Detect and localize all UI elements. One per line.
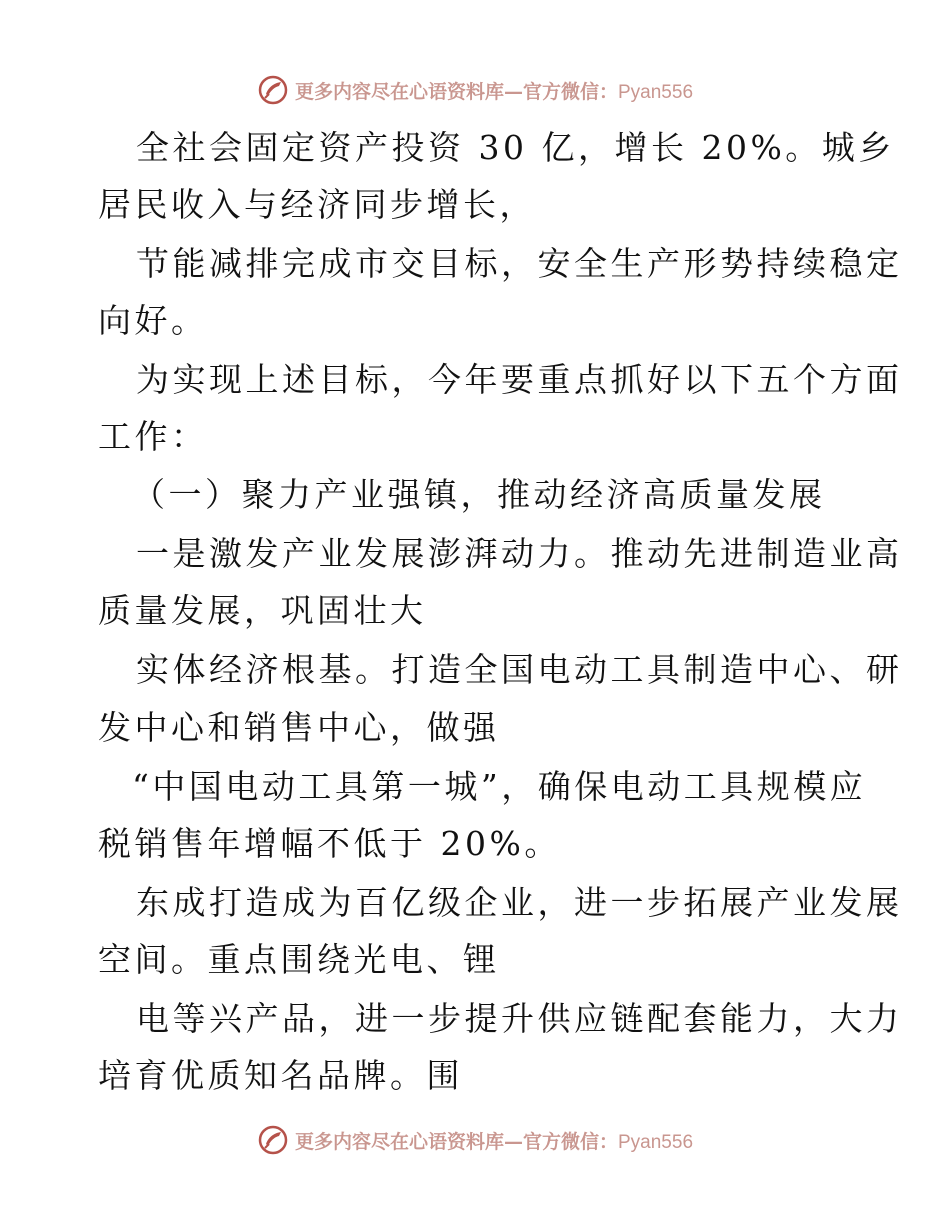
text-line: “中国电动工具第一城”，确保电动工具规模应 bbox=[132, 767, 867, 806]
footer-watermark bbox=[0, 1120, 950, 1160]
text-line: 为实现上述目标，今年要重点抓好以下五个方面 bbox=[136, 360, 903, 399]
text-line: 居民收入与经济同步增长， bbox=[98, 185, 536, 224]
header-watermark bbox=[0, 70, 950, 110]
watermark-text: 更多内容尽在心语资料库—官方微信：Pyan556 bbox=[294, 80, 694, 103]
text-line: 全社会固定资产投资 30 亿，增长 20%。城乡 bbox=[136, 128, 895, 167]
text-line: 发中心和销售中心，做强 bbox=[98, 708, 500, 747]
text-line: 电等兴产品，进一步提升供应链配套能力，大力 bbox=[136, 999, 903, 1038]
text-line: 东成打造成为百亿级企业，进一步拓展产业发展 bbox=[136, 883, 903, 922]
text-line: 向好。 bbox=[98, 301, 208, 340]
pen-logo-icon bbox=[257, 1124, 289, 1156]
text-line: 质量发展，巩固壮大 bbox=[98, 591, 427, 630]
section-heading: （一）聚力产业强镇，推动经济高质量发展 bbox=[132, 475, 826, 514]
text-line: 一是激发产业发展澎湃动力。推动先进制造业高 bbox=[136, 534, 903, 573]
text-line: 节能减排完成市交目标，安全生产形势持续稳定 bbox=[136, 244, 903, 283]
text-line: 税销售年增幅不低于 20%。 bbox=[98, 824, 561, 863]
text-line: 实体经济根基。打造全国电动工具制造中心、研 bbox=[136, 650, 903, 689]
text-line: 工作： bbox=[98, 417, 208, 456]
watermark-text: 更多内容尽在心语资料库—官方微信：Pyan556 bbox=[294, 1130, 694, 1153]
text-line: 培育优质知名品牌。围 bbox=[98, 1056, 463, 1095]
pen-logo-icon bbox=[257, 74, 289, 106]
text-line: 空间。重点围绕光电、锂 bbox=[98, 940, 500, 979]
